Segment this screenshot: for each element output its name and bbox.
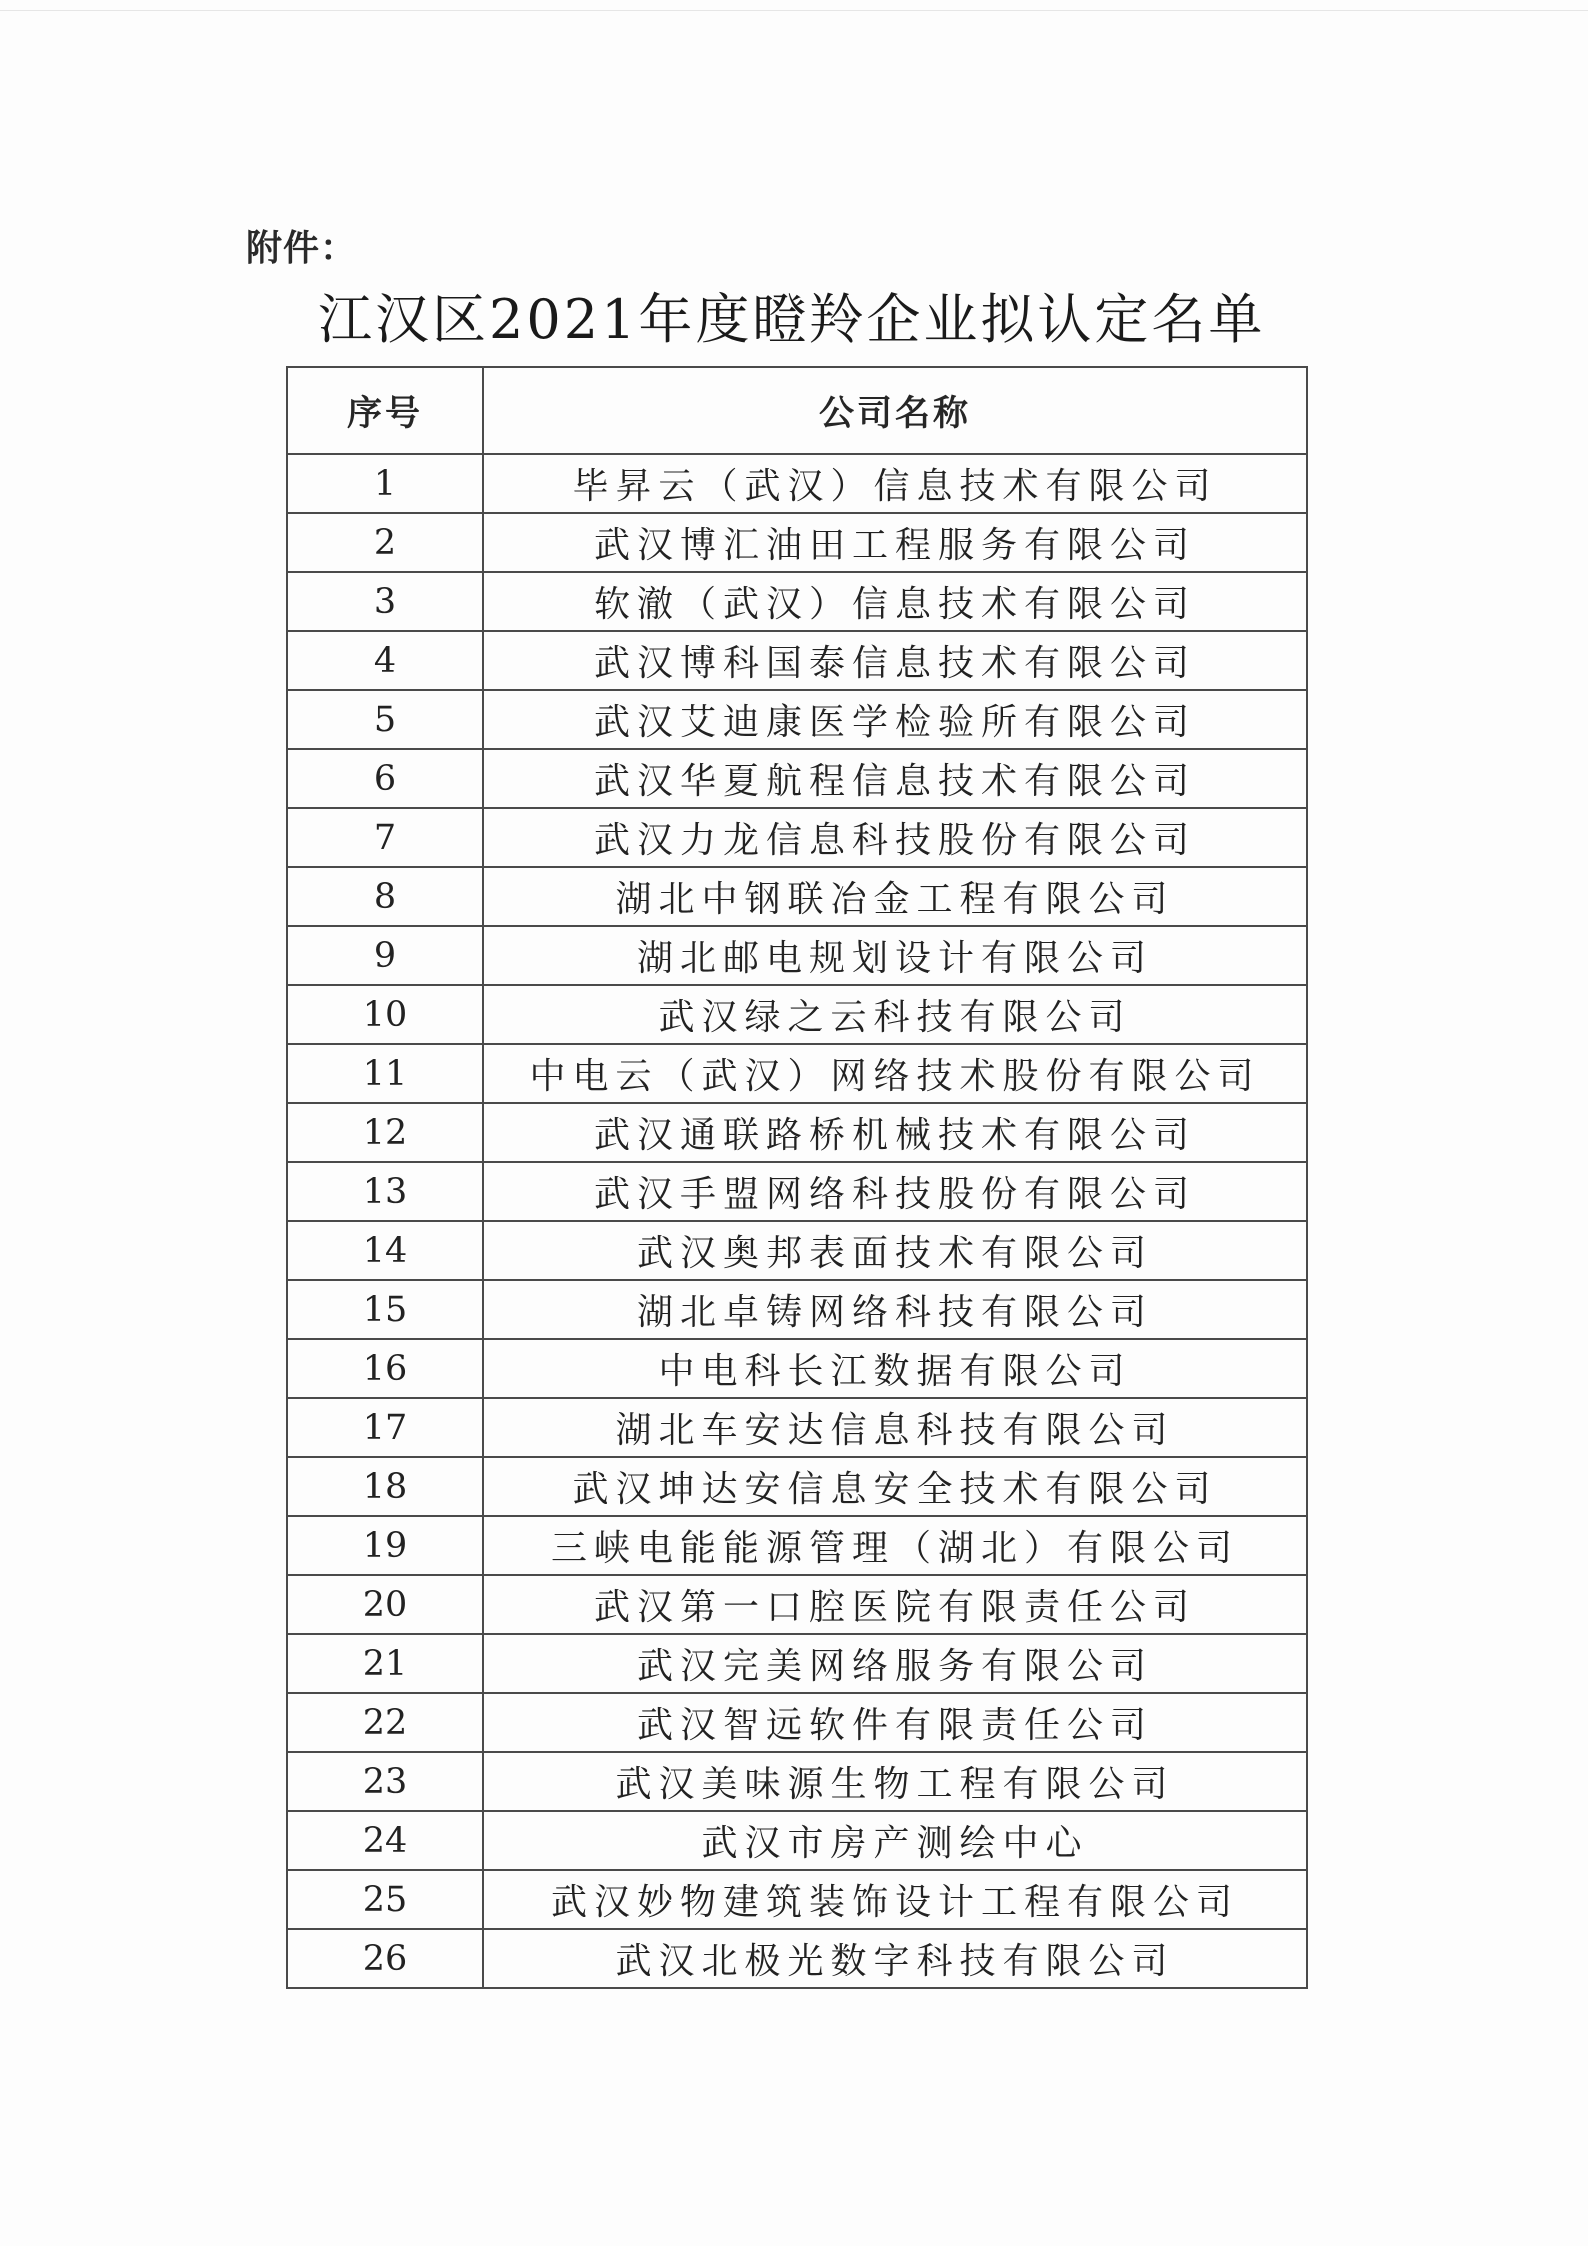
row-index: 2 [287, 513, 483, 572]
row-company-name: 毕昇云（武汉）信息技术有限公司 [483, 454, 1307, 513]
header-company-name: 公司名称 [483, 367, 1307, 454]
table-row [287, 1634, 1307, 1693]
row-company-name: 武汉艾迪康医学检验所有限公司 [483, 690, 1307, 749]
row-index: 13 [287, 1162, 483, 1221]
row-company-name: 武汉力龙信息科技股份有限公司 [483, 808, 1307, 867]
row-index: 26 [287, 1929, 483, 1988]
table-row [287, 1162, 1307, 1221]
table-row [287, 867, 1307, 926]
table-row [287, 513, 1307, 572]
row-company-name: 软澈（武汉）信息技术有限公司 [483, 572, 1307, 631]
row-index: 24 [287, 1811, 483, 1870]
row-index: 25 [287, 1870, 483, 1929]
row-index: 23 [287, 1752, 483, 1811]
table-header-row [287, 367, 1307, 454]
table-row [287, 985, 1307, 1044]
row-company-name: 武汉通联路桥机械技术有限公司 [483, 1103, 1307, 1162]
table-row [287, 1044, 1307, 1103]
table-row [287, 631, 1307, 690]
header-index: 序号 [287, 367, 483, 454]
table-row [287, 1693, 1307, 1752]
table-row [287, 1575, 1307, 1634]
row-company-name: 湖北卓铸网络科技有限公司 [483, 1280, 1307, 1339]
row-index: 10 [287, 985, 483, 1044]
row-company-name: 武汉奥邦表面技术有限公司 [483, 1221, 1307, 1280]
row-company-name: 武汉完美网络服务有限公司 [483, 1634, 1307, 1693]
table-row [287, 1870, 1307, 1929]
table-row [287, 1516, 1307, 1575]
row-company-name: 湖北中钢联冶金工程有限公司 [483, 867, 1307, 926]
row-company-name: 武汉手盟网络科技股份有限公司 [483, 1162, 1307, 1221]
table-row [287, 1811, 1307, 1870]
row-index: 15 [287, 1280, 483, 1339]
row-company-name: 武汉绿之云科技有限公司 [483, 985, 1307, 1044]
row-index: 1 [287, 454, 483, 513]
row-company-name: 武汉市房产测绘中心 [483, 1811, 1307, 1870]
row-index: 9 [287, 926, 483, 985]
row-company-name: 武汉妙物建筑装饰设计工程有限公司 [483, 1870, 1307, 1929]
row-company-name: 武汉美味源生物工程有限公司 [483, 1752, 1307, 1811]
table-row [287, 1929, 1307, 1988]
table-row [287, 690, 1307, 749]
row-index: 6 [287, 749, 483, 808]
row-index: 3 [287, 572, 483, 631]
row-company-name: 湖北车安达信息科技有限公司 [483, 1398, 1307, 1457]
row-index: 19 [287, 1516, 483, 1575]
table-body [287, 454, 1307, 1988]
row-company-name: 武汉华夏航程信息技术有限公司 [483, 749, 1307, 808]
table-row [287, 808, 1307, 867]
row-index: 5 [287, 690, 483, 749]
table-row [287, 454, 1307, 513]
table-row [287, 1103, 1307, 1162]
row-index: 11 [287, 1044, 483, 1103]
table-row [287, 749, 1307, 808]
row-company-name: 中电云（武汉）网络技术股份有限公司 [483, 1044, 1307, 1103]
row-company-name: 武汉第一口腔医院有限责任公司 [483, 1575, 1307, 1634]
table-row [287, 1221, 1307, 1280]
row-company-name: 武汉坤达安信息安全技术有限公司 [483, 1457, 1307, 1516]
row-index: 14 [287, 1221, 483, 1280]
attachment-label: 附件： [246, 228, 358, 269]
row-company-name: 武汉博汇油田工程服务有限公司 [483, 513, 1307, 572]
row-company-name: 武汉北极光数字科技有限公司 [483, 1929, 1307, 1988]
row-index: 12 [287, 1103, 483, 1162]
row-index: 22 [287, 1693, 483, 1752]
row-index: 16 [287, 1339, 483, 1398]
table-row [287, 1457, 1307, 1516]
row-index: 8 [287, 867, 483, 926]
company-list-table [286, 366, 1308, 1989]
table-row [287, 1398, 1307, 1457]
row-index: 7 [287, 808, 483, 867]
row-company-name: 中电科长江数据有限公司 [483, 1339, 1307, 1398]
table-row [287, 1339, 1307, 1398]
table-row [287, 926, 1307, 985]
row-company-name: 三峡电能能源管理（湖北）有限公司 [483, 1516, 1307, 1575]
row-index: 4 [287, 631, 483, 690]
table-row [287, 1280, 1307, 1339]
table-row [287, 1752, 1307, 1811]
document-title: 江汉区2021年度瞪羚企业拟认定名单 [318, 288, 1266, 351]
row-index: 21 [287, 1634, 483, 1693]
row-company-name: 武汉博科国泰信息技术有限公司 [483, 631, 1307, 690]
row-company-name: 湖北邮电规划设计有限公司 [483, 926, 1307, 985]
row-index: 17 [287, 1398, 483, 1457]
row-company-name: 武汉智远软件有限责任公司 [483, 1693, 1307, 1752]
scan-edge-line [0, 10, 1588, 11]
row-index: 20 [287, 1575, 483, 1634]
row-index: 18 [287, 1457, 483, 1516]
table-row [287, 572, 1307, 631]
